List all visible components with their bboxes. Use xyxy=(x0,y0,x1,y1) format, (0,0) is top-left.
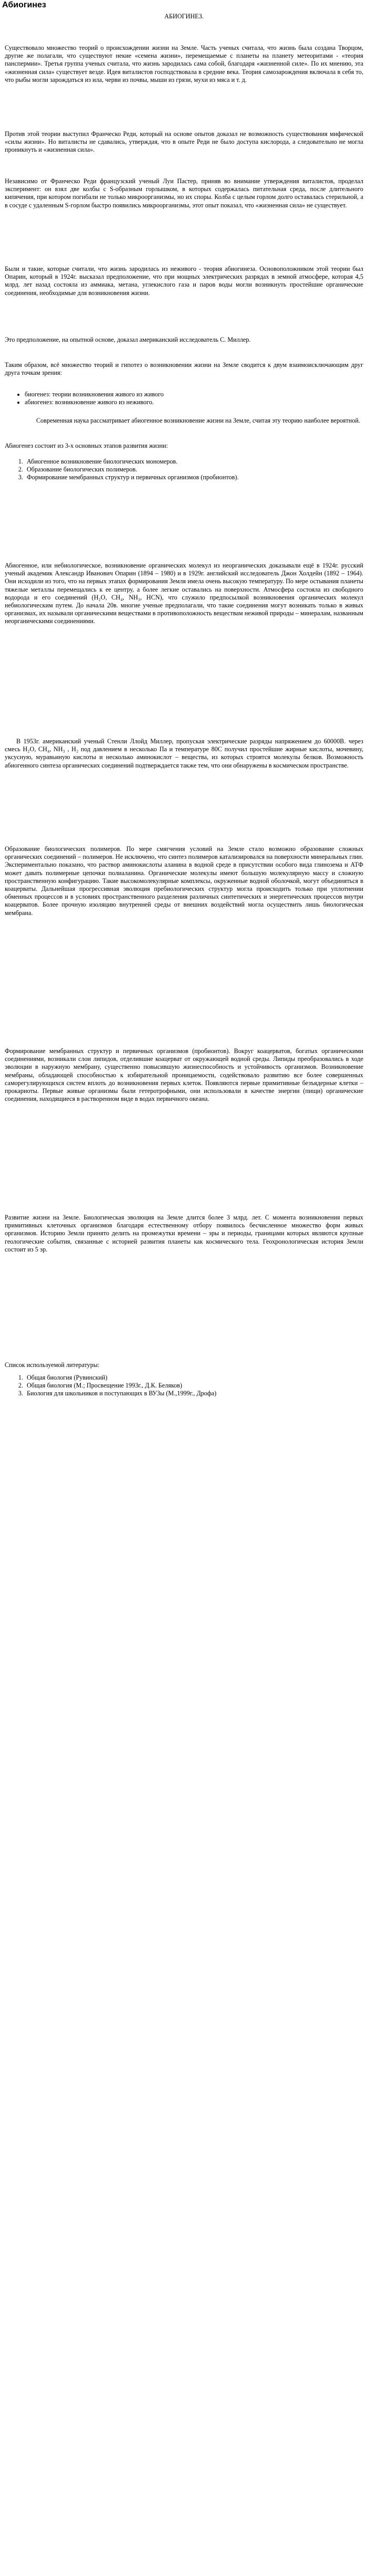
section-abiogenesis-theory xyxy=(5,265,363,297)
list-item: 3. Формирование мембранных структур и первичных организмов (пробионтов). xyxy=(25,474,363,481)
list-item: 3. Биология для школьников и поступающих в ВУЗы (М.,1999г., Дрофа) xyxy=(25,1390,363,1397)
paragraph-redi: Против этой теории выступил Франческо Реди, который на основе опытов доказал не возможность существования мифической «силы жизни». Но виталисты не сдавались, утверждая, что в опыте Реди не было доступа кислорода, а следовательно не могла проникнуть и «жизненная сила». xyxy=(5,130,363,154)
views-list xyxy=(5,391,363,406)
list-item: 2. Образование биологических полимеров. xyxy=(25,466,363,474)
paragraph-modern-science: Современная наука рассматривает абиогенное возникновение жизни на Земле, считая эту теорию наиболее вероятной. xyxy=(36,417,361,424)
list-item: • абиогенез: возникновение живого из неживого. xyxy=(25,398,363,406)
section-polymers xyxy=(5,845,363,917)
list-item: 2. Общая биология (М.; Просвещение 1993г., Д.К. Беляков) xyxy=(25,1382,363,1390)
section-membranes xyxy=(5,1047,363,1103)
paragraph-stages-intro: Абиогенез состоит из 3-х основных этапов развития жизни: xyxy=(5,442,168,449)
section-theories xyxy=(5,44,363,84)
section-modern-science xyxy=(5,417,363,425)
paragraph-membranes: Формирование мембранных структур и первичных организмов (пробионтов). Вокруг коацерватов, богатых органическими соединениями, возникали слои липидов, отделившие коацерват от окружающей водной среды. Липиды преобразовались в ходе эволюции в наружную мембрану, существенно повысившую жизнеспособность и устойчивость организмов. Возникновение мембраны, обладающей способностью к избирательной проницаемости, содействовало развитию все более совершенных саморегулирующихся систем вплоть до возникновения первых клеток. Появляются первые примитивные безъядерные клетки – прокариоты. Первые живые организмы были гетеротрофными, они использовали в качестве энергии (пищи) органические соединения, находящиеся в растворенном виде в водах первичного океана. xyxy=(5,1047,363,1103)
list-item: 1. Общая биология (Рувинский) xyxy=(25,1374,363,1382)
paragraph-evolution: Развитие жизни на Земле. Биологическая эволюция на Земле длится более 3 млрд. лет. С момента возникновения первых примитивных клеточных организмов благодаря естественному отбору появилось бесчисленное множество форм живых организмов. Историю Земли принято делить на промежутки времени – эры и периоды, границами которых являются крупные геологические события, связанные с историей развития планеты как космического тела. Геохронологическая история Земли состоит из 5 эр. xyxy=(5,1214,363,1253)
paragraph-polymers: Образование биологических полимеров. По мере смягчения условий на Земле стало возможно образование сложных органических соединений – полимеров. Не исключено, что синтез полимеров катализировался на поверхности минеральных глин. Экспериментально показано, что раствор аминокислоты аланина в водной среде в присутствии особого вида глинозема и АТФ может давать полимерные цепочки полиаланина. Органические молекулы имеют большую молекулярную массу и сложную пространственную конфигурацию. Такие высокомолекулярные комплексы, окруженные водной оболочкой, могут объединяться в коацерваты. Дальнейшая прогрессивная эволюция пребиологических структур могла происходить только при уплотнении обменных процессов и в условиях пространственного разделения различных синтетических и энергетических процессов внутри коацерватов. Более прочную изоляцию внутренней среды от внешних воздействий могла осуществить лишь биологическая мембрана. xyxy=(5,845,363,917)
paragraph-oparin: Абиогенное, или небиологическое, возникновение органических молекул из неорганических доказывали ещё в 1924г. русский ученый академик Александр Иванович Опарин (1894 – 1980) и в 1929г. английский исследователь Джон Холдейн (1892 – 1964). Они исходили из того, что на первых этапах формирования Земля имела очень высокую температуру. По мере остывания планеты тяжелые металлы перемещались к ее центру, а более легкие оставались на поверхности. Атмосфера состояла из свободного водорода и его соединений (H₂O, CH₄, NH₃, HCN), что служило предпосылкой возникновения органических молекул небиологическим путем. До начала 20в. многие ученые предполагали, что такие соединения могут возникать только в живых организмах, их называли органическими веществами в противоположность веществам неживой природы – минералам, названным неорганическими соединениями. xyxy=(5,562,363,625)
section-miller-experiment xyxy=(5,738,363,770)
paragraph-two-views: Таким образом, всё множество теорий и гипотез о возникновении жизни на Земле сводится к двум взаимоисключающим друг друга точкам зрения: xyxy=(5,361,363,377)
list-item: • биогенез: теории возникновения живого из живого xyxy=(25,391,363,398)
section-evolution xyxy=(5,1214,363,1254)
section-miller-intro xyxy=(5,336,363,344)
paragraph-pasteur: Независимо от Франческо Реди французский ученый Луи Пастер, приняв во внимание утверждения виталистов, проделал эксперимент: он взял две колбы с S-образным горлышком, в которых содержалась питательная среда, после длительного кипячения, при котором погибали не только микроорганизмы, но их споры. Колба с целым горлом долго оставалась стерильной, а в сосуде с удаленным S-горлом быстро появились микроорганизмы, этот опыт показал, что «жизненная сила» не существует. xyxy=(5,177,363,209)
document-header: Абиогинез xyxy=(2,1,46,9)
section-redi xyxy=(5,130,363,154)
section-oparin xyxy=(5,562,363,626)
section-pasteur xyxy=(5,177,363,209)
stages-list xyxy=(5,458,363,482)
document-title: АБИОГИНЕЗ. xyxy=(164,13,204,20)
references-title: Список используемой литературы: xyxy=(5,1361,100,1369)
list-item: 1. Абиогенное возникновение биологических мономеров. xyxy=(25,458,363,466)
paragraph-miller-intro: Это предположение, на опытной основе, доказал американский исследователь С. Миллер. xyxy=(5,336,251,343)
paragraph-miller-experiment: В 1953г. американский ученый Стенли Ллойд Миллер, пропуская электрические разряды напряжением до 60000В. через смесь H₂O, CH₄, NH₃ , H₂ под давлением в несколько Па и температуре 80С получил простейшие жирные кислоты, мочевину, уксусную, муравьиную кислоты и несколько аминокислот – вещества, из которых строятся молекулы белков. Возможность абиогенного синтеза органических соединений подтверждается также тем, что они обнаружены в космическом пространстве. xyxy=(5,738,363,769)
section-two-views xyxy=(5,361,363,377)
references-heading xyxy=(5,1361,363,1369)
references-list xyxy=(5,1374,363,1398)
paragraph-theories: Существовало множество теорий о происхождении жизни на Земле. Часть ученых считала, что жизнь была создана Творцом, другие же полагали, что существуют некие «семена жизни», перемещаемые с планеты на планету метеоритами - «теория панспермии». Третья группа ученых считала, что жизнь зародилась сама собой, благодаря «жизненной силе». По их мнению, эта «жизненная сила» существует везде. Идея виталистов господствовала в средние века. Теория самозарождения включала в себя то, что рыбы могли зарождаться из ила, черви из почвы, мыши из грязи, мухи из мяса и т. д. xyxy=(5,44,363,83)
paragraph-abiogenesis-theory: Были и такие, которые считали, что жизнь зародилась из неживого - теория абиогинеза. Основоположником этой теории был Опарин, который в 1924г. высказал предположение, что при мощных электрических разрядах в земной атмосфере, которая 4,5 млрд. лет назад состояла из аммиака, метана, углекислого газа и паров воды могли возникнуть простейшие органические соединения, необходимые для возникновения жизни. xyxy=(5,265,363,297)
section-stages-intro xyxy=(5,442,363,450)
